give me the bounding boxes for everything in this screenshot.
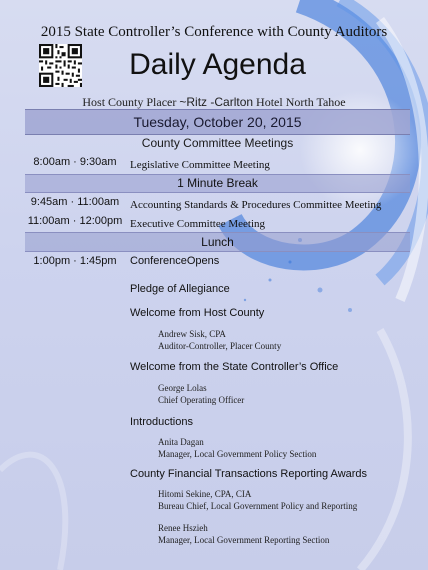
- speaker-name: Andrew Sisk, CPA: [158, 329, 226, 339]
- section-title: Welcome from Host County: [130, 307, 265, 319]
- speaker: [158, 328, 281, 352]
- speaker-role: Bureau Chief, Local Government Policy and Reporting: [158, 501, 358, 511]
- time-slot: 1:00pm · 1:45pm: [33, 255, 117, 267]
- section-title: County Financial Transactions Reporting Awards: [130, 468, 368, 480]
- lunch-band: Lunch: [25, 232, 410, 252]
- speaker-name: George Lolas: [158, 383, 207, 393]
- qr-code-icon: [39, 44, 82, 87]
- speaker-name: Anita Dagan: [158, 437, 204, 447]
- schedule-event: ConferenceOpens: [130, 255, 220, 267]
- speaker-name: Renee Hszieh: [158, 523, 208, 533]
- time-slot: 11:00am · 12:00pm: [27, 215, 123, 227]
- host-prefix: Host County Placer: [82, 95, 177, 109]
- date-band: Tuesday, October 20, 2015: [25, 109, 410, 135]
- time-slot: 9:45am · 11:00am: [30, 196, 120, 208]
- speaker-name: Hitomi Sekine, CPA, CIA: [158, 489, 252, 499]
- speaker-role: Chief Operating Officer: [158, 395, 245, 405]
- schedule-event: Executive Committee Meeting: [130, 218, 266, 230]
- speaker: [158, 522, 329, 546]
- schedule-event: Accounting Standards & Procedures Committee Meeting: [130, 199, 382, 211]
- section-title: Welcome from the State Controller’s Office: [130, 361, 339, 373]
- conference-title: 2015 State Controller’s Conference with County Auditors: [40, 24, 388, 40]
- host-suffix: Hotel North Tahoe: [256, 95, 346, 109]
- section-title: Pledge of Allegiance: [130, 283, 230, 295]
- speaker-role: Auditor-Controller, Placer County: [158, 341, 282, 351]
- time-slot: 8:00am · 9:30am: [33, 156, 117, 168]
- speaker: [158, 488, 357, 512]
- speaker-role: Manager, Local Government Policy Section: [158, 449, 317, 459]
- break-band: 1 Minute Break: [25, 174, 410, 193]
- host-line: [0, 95, 428, 110]
- schedule-event: Legislative Committee Meeting: [130, 159, 270, 171]
- host-venue: ~Ritz -Carlton: [179, 95, 254, 109]
- session-title: County Committee Meetings: [141, 136, 294, 150]
- speaker: [158, 436, 316, 460]
- speaker: [158, 382, 244, 406]
- speaker-role: Manager, Local Government Reporting Section: [158, 535, 330, 545]
- section-title: Introductions: [130, 416, 193, 428]
- page-title: Daily Agenda: [129, 48, 306, 81]
